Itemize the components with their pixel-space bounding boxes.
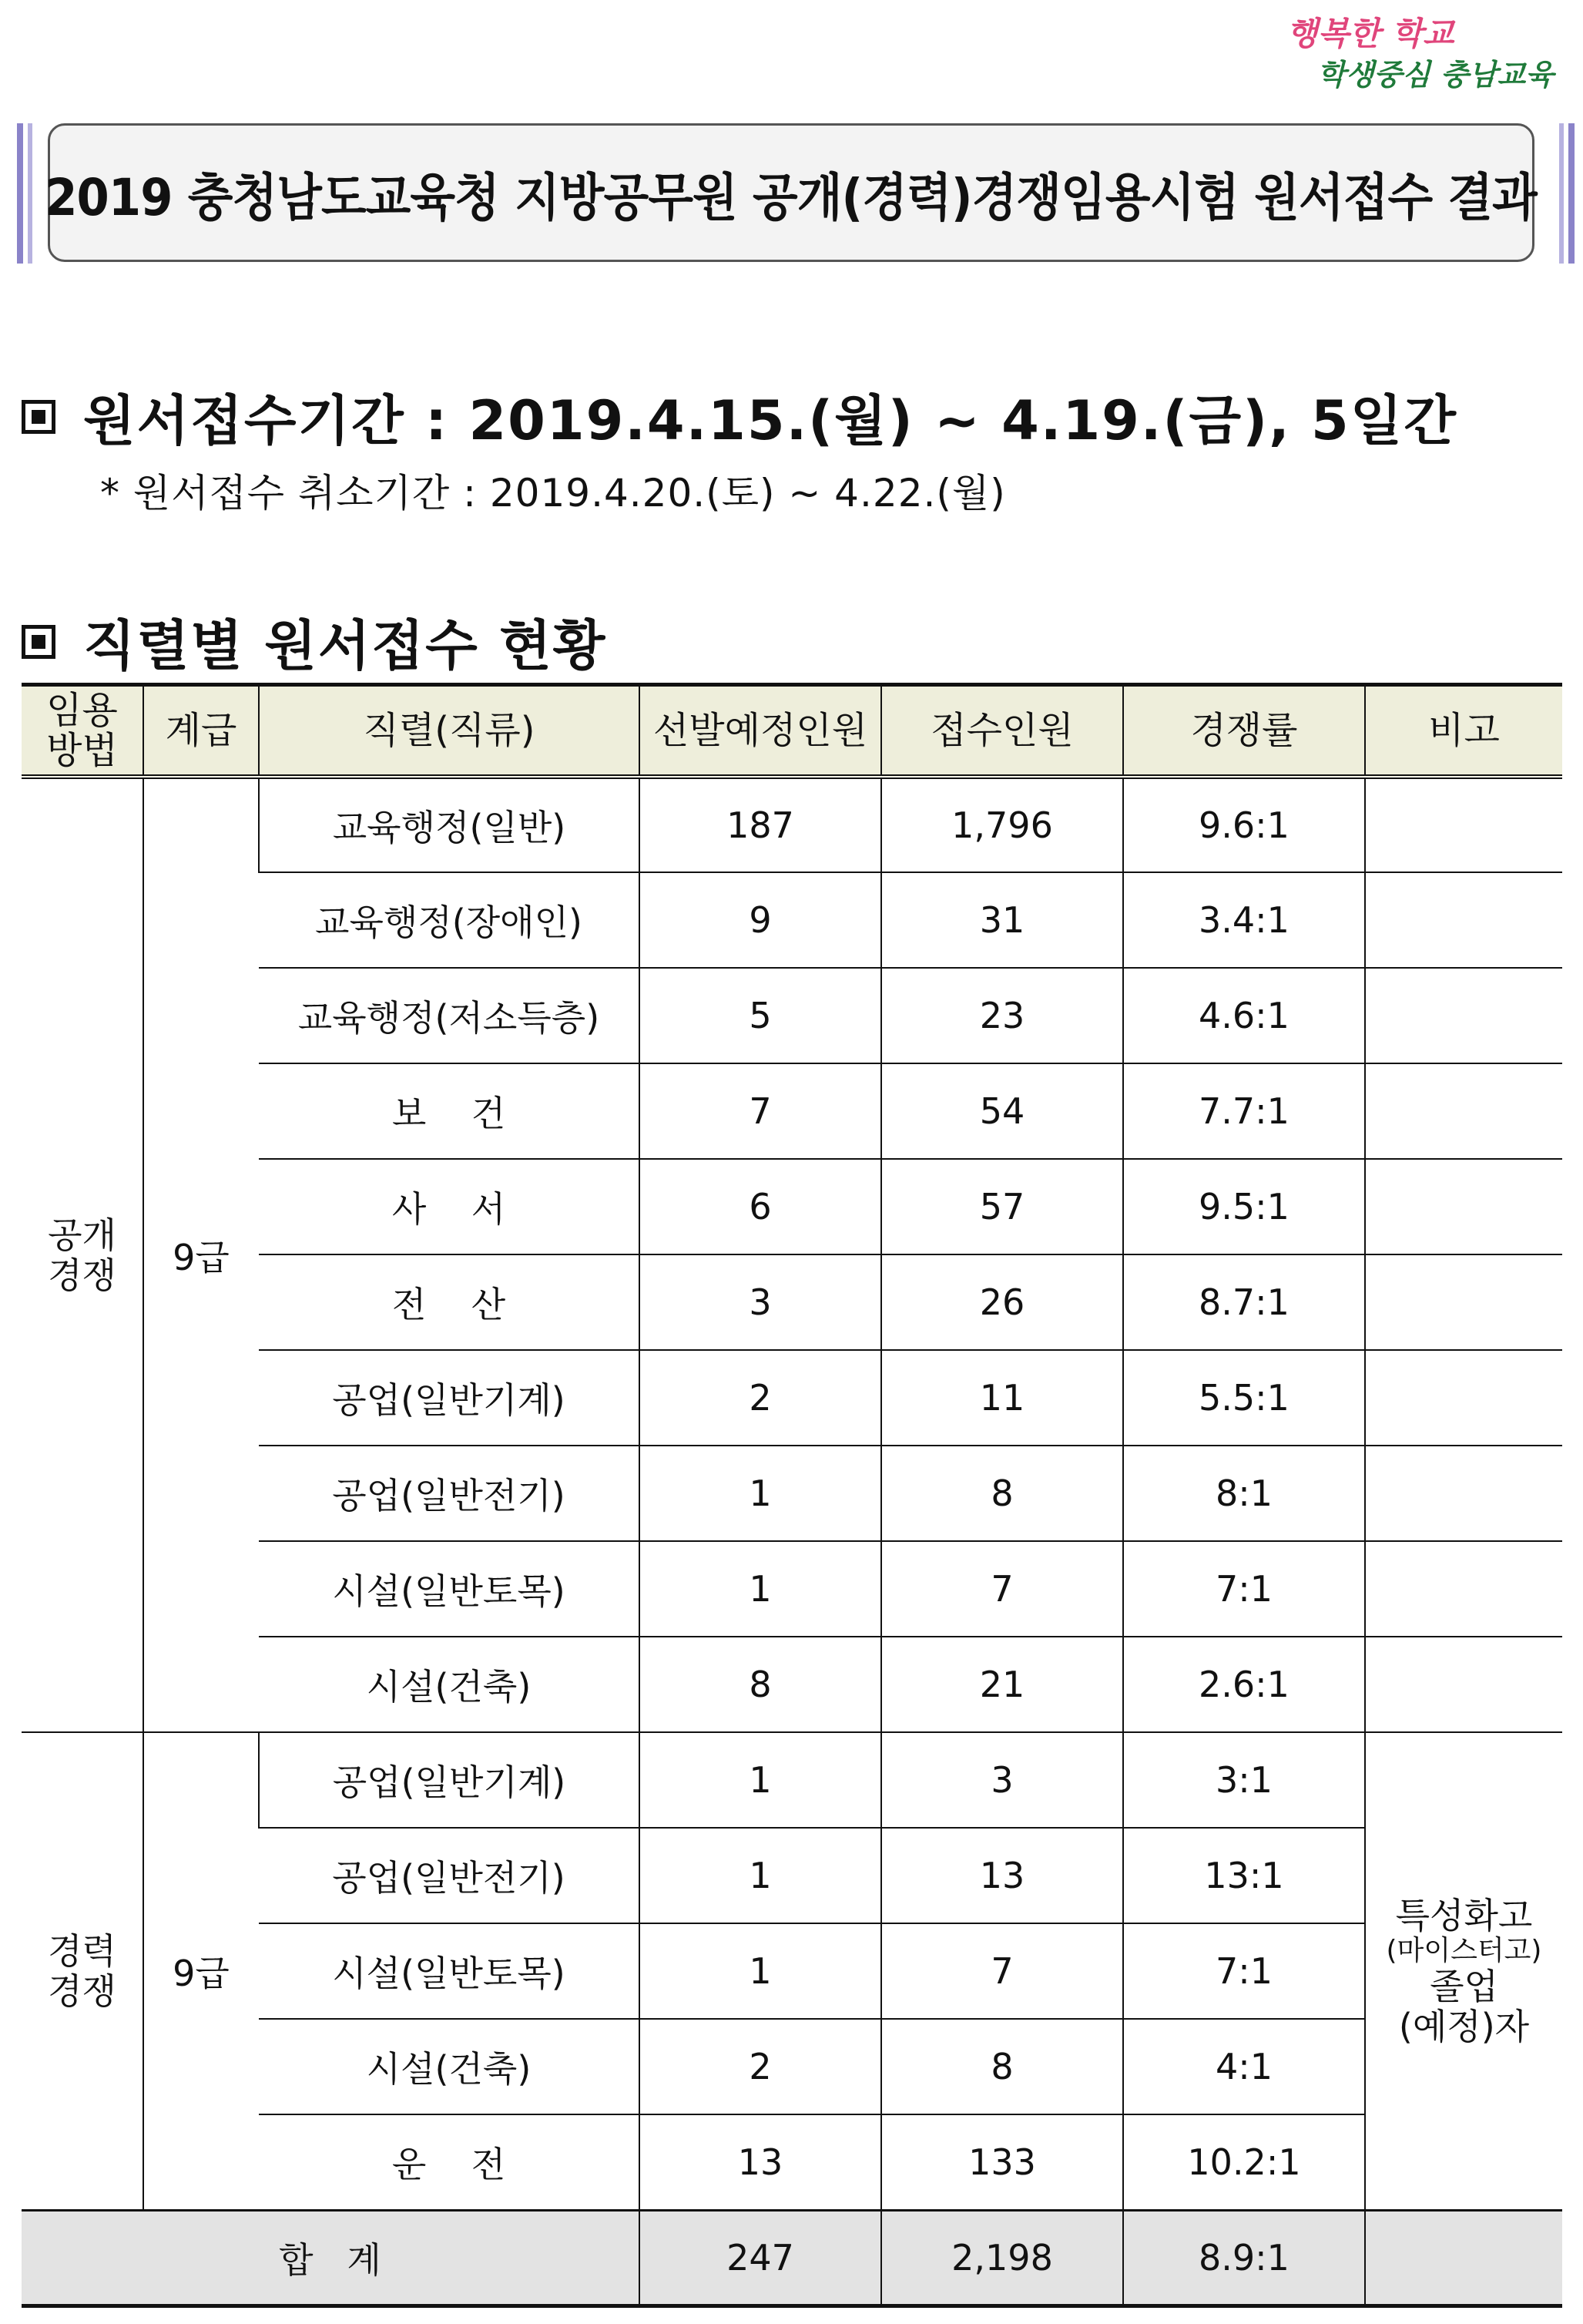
page-title: 2019 충청남도교육청 지방공무원 공개(경력)경쟁임용시험 원서접수 결과: [45, 167, 1538, 227]
applicants-cell: 1,796: [881, 777, 1123, 872]
ratio-cell: 4:1: [1123, 2019, 1365, 2114]
remark-line: 특성화고: [1395, 1894, 1533, 1936]
chungnam-education-logo: [1271, 8, 1556, 100]
ratio-cell: 4.6:1: [1123, 968, 1365, 1063]
ratio-cell: 9.6:1: [1123, 777, 1365, 872]
remark-cell: [1365, 1063, 1562, 1159]
cancel-period-note: * 원서접수 취소기간 : 2019.4.20.(토) ~ 4.22.(월): [100, 471, 1006, 516]
applicants-cell: 8: [881, 2019, 1123, 2114]
applicants-cell: 3: [881, 1732, 1123, 1828]
applicants-cell: 54: [881, 1063, 1123, 1159]
method-cell: 공개 경쟁: [22, 777, 143, 1732]
series-cell: 공업(일반기계): [259, 1732, 639, 1828]
header-ratio: 경쟁률: [1123, 685, 1365, 777]
header-method: 임용 방법: [22, 685, 143, 777]
table-header-row: [22, 685, 1562, 777]
header-remark: 비고: [1365, 685, 1562, 777]
logo-line1: 행복한 학교: [1286, 15, 1454, 52]
method-cell: 경력 경쟁: [22, 1732, 143, 2210]
title-deco-right: [1568, 123, 1575, 264]
planned-cell: 7: [639, 1063, 881, 1159]
applicants-cell: 21: [881, 1637, 1123, 1732]
header-grade: 계급: [143, 685, 259, 777]
applicants-cell: 7: [881, 1923, 1123, 2019]
planned-cell: 13: [639, 2114, 881, 2210]
ratio-cell: 8.7:1: [1123, 1254, 1365, 1350]
remark-cell: [1365, 1446, 1562, 1541]
series-cell: 운 전: [259, 2114, 639, 2210]
applicants-cell: 13: [881, 1828, 1123, 1923]
remark-cell: [1365, 872, 1562, 968]
planned-cell: 5: [639, 968, 881, 1063]
total-ratio: 8.9:1: [1123, 2210, 1365, 2306]
applicants-cell: 23: [881, 968, 1123, 1063]
title-deco-right-inner: [1559, 123, 1564, 264]
series-cell: 교육행정(일반): [259, 777, 639, 872]
planned-cell: 1: [639, 1446, 881, 1541]
series-cell: 사 서: [259, 1159, 639, 1254]
remark-cell: [1365, 1350, 1562, 1446]
application-status-table: [22, 683, 1562, 2308]
header-planned: 선발예정인원: [639, 685, 881, 777]
planned-cell: 1: [639, 1828, 881, 1923]
series-cell: 시설(일반토목): [259, 1541, 639, 1637]
ratio-cell: 7:1: [1123, 1541, 1365, 1637]
logo-image: [1271, 8, 1556, 100]
remark-cell: [1365, 1159, 1562, 1254]
ratio-cell: 3:1: [1123, 1732, 1365, 1828]
period-section-heading: [22, 378, 1457, 455]
ratio-cell: 5.5:1: [1123, 1350, 1365, 1446]
logo-line2: 학생중심 충남교육: [1317, 57, 1554, 92]
total-planned: 247: [639, 2210, 881, 2306]
remark-cell: [1365, 1254, 1562, 1350]
planned-cell: 6: [639, 1159, 881, 1254]
series-cell: 교육행정(저소득층): [259, 968, 639, 1063]
remark-cell: [1365, 1637, 1562, 1732]
planned-cell: 1: [639, 1923, 881, 2019]
total-row: [22, 2210, 1562, 2306]
total-label: 합 계: [22, 2210, 639, 2306]
applicants-cell: 11: [881, 1350, 1123, 1446]
title-deco-left: [17, 123, 23, 264]
planned-cell: 1: [639, 1541, 881, 1637]
total-applicants: 2,198: [881, 2210, 1123, 2306]
series-cell: 공업(일반전기): [259, 1828, 639, 1923]
remark-cell: [1365, 1541, 1562, 1637]
title-deco-left-inner: [28, 123, 32, 264]
ratio-cell: 7.7:1: [1123, 1063, 1365, 1159]
series-cell: 공업(일반기계): [259, 1350, 639, 1446]
square-bullet-icon: [22, 625, 55, 659]
applicants-cell: 8: [881, 1446, 1123, 1541]
ratio-cell: 10.2:1: [1123, 2114, 1365, 2210]
period-heading-text: 원서접수기간 : 2019.4.15.(월) ~ 4.19.(금), 5일간: [83, 389, 1457, 452]
ratio-cell: 7:1: [1123, 1923, 1365, 2019]
series-cell: 시설(일반토목): [259, 1923, 639, 2019]
applicants-cell: 57: [881, 1159, 1123, 1254]
applicants-cell: 31: [881, 872, 1123, 968]
header-series: 직렬(직류): [259, 685, 639, 777]
planned-cell: 1: [639, 1732, 881, 1828]
remark-cell: [1365, 777, 1562, 872]
remark-line: 졸업: [1430, 1965, 1498, 2007]
applicants-cell: 26: [881, 1254, 1123, 1350]
grade-cell: 9급: [143, 777, 259, 1732]
planned-cell: 9: [639, 872, 881, 968]
total-remark: [1365, 2210, 1562, 2306]
ratio-cell: 8:1: [1123, 1446, 1365, 1541]
series-cell: 공업(일반전기): [259, 1446, 639, 1541]
series-cell: 교육행정(장애인): [259, 872, 639, 968]
header-applicants: 접수인원: [881, 685, 1123, 777]
series-cell: 보 건: [259, 1063, 639, 1159]
grade-cell: 9급: [143, 1732, 259, 2210]
remark-line: (마이스터고): [1386, 1934, 1542, 1966]
table-row: [22, 1732, 1562, 1828]
series-cell: 시설(건축): [259, 1637, 639, 1732]
series-cell: 전 산: [259, 1254, 639, 1350]
planned-cell: 187: [639, 777, 881, 872]
planned-cell: 3: [639, 1254, 881, 1350]
remark-cell: [1365, 1732, 1562, 2210]
applicants-cell: 7: [881, 1541, 1123, 1637]
ratio-cell: 3.4:1: [1123, 872, 1365, 968]
remark-cell: [1365, 968, 1562, 1063]
square-bullet-icon: [22, 400, 55, 434]
series-cell: 시설(건축): [259, 2019, 639, 2114]
planned-cell: 2: [639, 2019, 881, 2114]
planned-cell: 8: [639, 1637, 881, 1732]
ratio-cell: 9.5:1: [1123, 1159, 1365, 1254]
title-box: [45, 123, 1538, 262]
planned-cell: 2: [639, 1350, 881, 1446]
table-row: [22, 777, 1562, 872]
status-heading-text: 직렬별 원서접수 현황: [83, 614, 607, 677]
remark-line: (예정)자: [1398, 2005, 1530, 2047]
status-section-heading: [22, 603, 606, 680]
ratio-cell: 2.6:1: [1123, 1637, 1365, 1732]
ratio-cell: 13:1: [1123, 1828, 1365, 1923]
applicants-cell: 133: [881, 2114, 1123, 2210]
